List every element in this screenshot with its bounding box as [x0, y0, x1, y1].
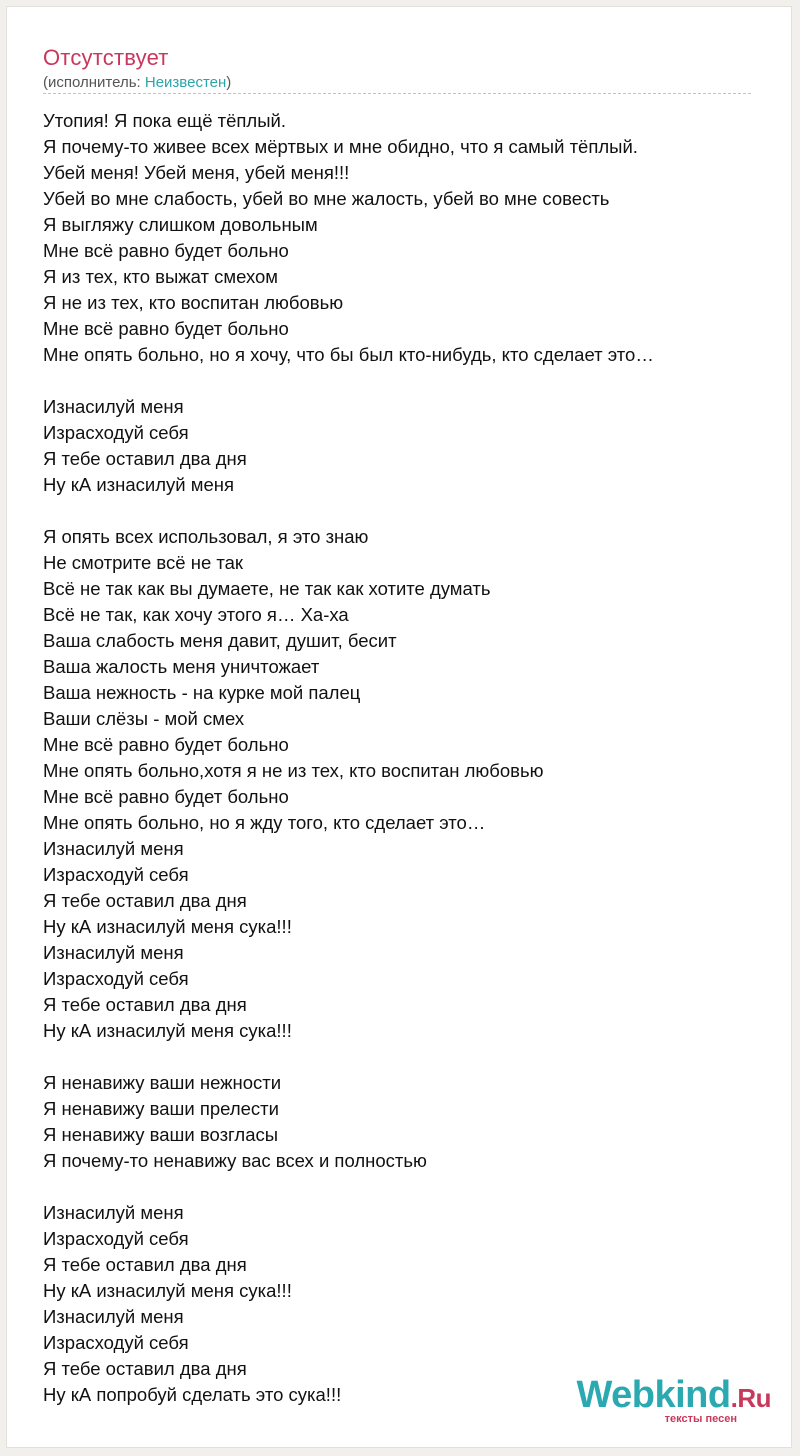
- logo-brand: [576, 1376, 771, 1417]
- lyric-line: Убей меня! Убей меня, убей меня!!!: [43, 162, 350, 183]
- stanza-break: [43, 368, 783, 394]
- lyric-line: Израсходуй себя: [43, 968, 189, 989]
- lyric-line: Мне всё равно будет больно: [43, 240, 289, 261]
- lyric-line: Всё не так, как хочу этого я… Ха-ха: [43, 604, 349, 625]
- lyric-line: Ваша нежность - на курке мой палец: [43, 682, 361, 703]
- lyric-line: Изнасилуй меня: [43, 1306, 184, 1327]
- lyric-line: Ваша слабость меня давит, душит, бесит: [43, 630, 397, 651]
- lyric-line: Мне всё равно будет больно: [43, 786, 289, 807]
- stanza-break: [43, 1044, 783, 1070]
- lyric-line: Убей во мне слабость, убей во мне жалость, убей во мне совесть: [43, 188, 610, 209]
- lyric-line: Израсходуй себя: [43, 422, 189, 443]
- lyric-line: Изнасилуй меня: [43, 838, 184, 859]
- lyric-line: Утопия! Я пока ещё тёплый.: [43, 110, 286, 131]
- lyric-line: Мне опять больно, но я жду того, кто сделает это…: [43, 812, 486, 833]
- lyric-line: Я почему-то живее всех мёртвых и мне обидно, что я самый тёплый.: [43, 136, 638, 157]
- artist-prefix: (исполнитель:: [43, 74, 145, 91]
- lyric-line: Ваша жалость меня уничтожает: [43, 656, 320, 677]
- lyric-line: Ваши слёзы - мой смех: [43, 708, 245, 729]
- header-divider: [43, 93, 751, 94]
- lyric-line: Я тебе оставил два дня: [43, 1358, 247, 1379]
- lyric-line: Я ненавижу ваши нежности: [43, 1072, 282, 1093]
- logo-tagline: тексты песен: [664, 1413, 737, 1425]
- lyric-line: Ну кА попробуй сделать это сука!!!: [43, 1384, 342, 1405]
- site-logo[interactable]: [576, 1376, 771, 1425]
- lyrics-card: [6, 6, 792, 1448]
- lyric-line: Израсходуй себя: [43, 864, 189, 885]
- lyric-line: Израсходуй себя: [43, 1228, 189, 1249]
- lyric-line: Мне всё равно будет больно: [43, 734, 289, 755]
- logo-brand-text: Webkind: [576, 1374, 731, 1416]
- lyric-line: Я ненавижу ваши возгласы: [43, 1124, 279, 1145]
- lyric-line: Я тебе оставил два дня: [43, 448, 247, 469]
- lyric-line: Ну кА изнасилуй меня сука!!!: [43, 1280, 292, 1301]
- song-title: Отсутствует: [43, 45, 169, 70]
- lyric-line: Мне опять больно, но я хочу, что бы был кто-нибудь, кто сделает это…: [43, 344, 654, 365]
- artist-suffix: ): [226, 74, 232, 91]
- lyric-line: Всё не так как вы думаете, не так как хотите думать: [43, 578, 491, 599]
- lyric-line: Ну кА изнасилуй меня сука!!!: [43, 916, 292, 937]
- lyric-line: Мне опять больно,хотя я не из тех, кто воспитан любовью: [43, 760, 544, 781]
- lyric-line: Изнасилуй меня: [43, 396, 184, 417]
- lyric-line: Я тебе оставил два дня: [43, 1254, 247, 1275]
- lyric-line: Я не из тех, кто воспитан любовью: [43, 292, 344, 313]
- lyric-line: Я опять всех использовал, я это знаю: [43, 526, 369, 547]
- lyric-line: Не смотрите всё не так: [43, 552, 244, 573]
- lyric-line: Ну кА изнасилуй меня: [43, 474, 234, 495]
- lyric-line: Я тебе оставил два дня: [43, 890, 247, 911]
- lyric-line: Мне всё равно будет больно: [43, 318, 289, 339]
- lyric-line: Изнасилуй меня: [43, 942, 184, 963]
- artist-line: [43, 74, 231, 91]
- logo-tld: .Ru: [730, 1383, 771, 1413]
- lyric-line: Я почему-то ненавижу вас всех и полностью: [43, 1150, 427, 1171]
- lyric-line: Израсходуй себя: [43, 1332, 189, 1353]
- artist-link[interactable]: Неизвестен: [144, 74, 227, 91]
- stanza-break: [43, 1174, 783, 1200]
- lyric-line: Я ненавижу ваши прелести: [43, 1098, 279, 1119]
- lyrics-text: [43, 108, 783, 1408]
- lyric-line: Я из тех, кто выжат смехом: [43, 266, 279, 287]
- stanza-break: [43, 498, 783, 524]
- lyric-line: Я выгляжу слишком довольным: [43, 214, 318, 235]
- lyric-line: Я тебе оставил два дня: [43, 994, 247, 1015]
- lyric-line: Ну кА изнасилуй меня сука!!!: [43, 1020, 292, 1041]
- lyric-line: Изнасилуй меня: [43, 1202, 184, 1223]
